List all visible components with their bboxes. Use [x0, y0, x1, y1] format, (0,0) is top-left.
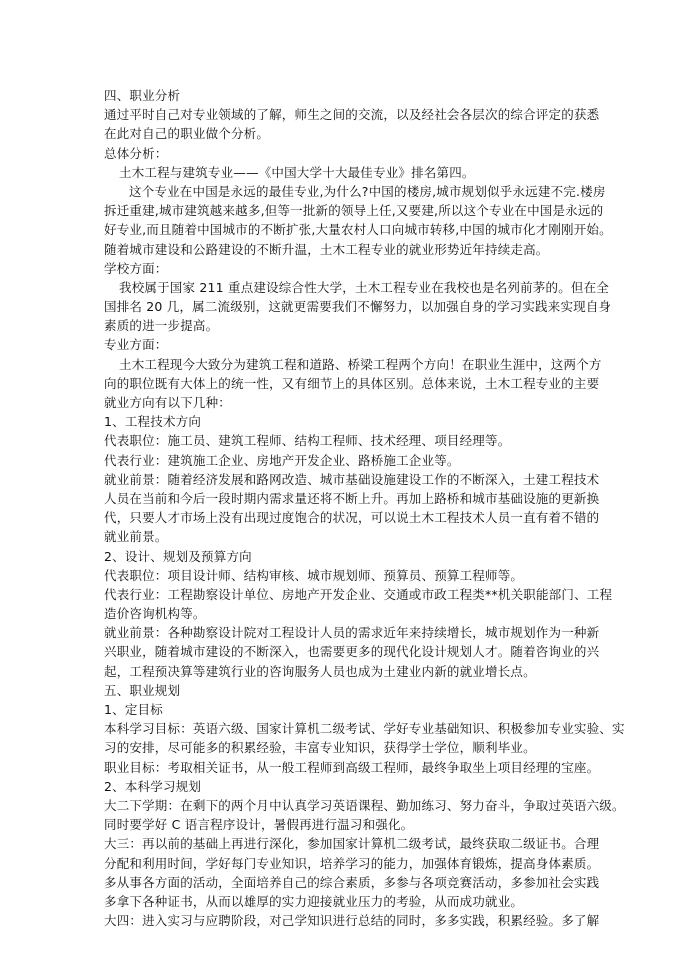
text-line: 代表行业：建筑施工企业、房地产开发企业、路桥施工企业等。 — [104, 452, 460, 468]
text-line: 学校方面： — [104, 260, 168, 276]
document-body — [104, 86, 625, 930]
text-line: 职业目标：考取相关证书，从一般工程师到高级工程师，最终争取坐上项目经理的宝座。 — [104, 759, 600, 775]
text-line: 1、定目标 — [104, 702, 163, 717]
text-line: 总体分析： — [104, 145, 168, 161]
text-line: 专业方面： — [104, 337, 168, 353]
text-line: 多拿下各种证书，从而以雄厚的实力迎接就业压力的考验，从而成功就业。 — [104, 893, 524, 909]
text-line: 代表职位：项目设计师、结构审核、城市规划师、预算员、预算工程师等。 — [104, 567, 524, 583]
text-line: 拆迁重建,城市建筑越来越多,但等一批新的领导上任,又要建,所以这个专业在中国是永远的 — [104, 203, 604, 219]
text-line: 就业前景：随着经济发展和路网改造、城市基础设施建设工作的不断深入，土建工程技术 — [104, 471, 600, 487]
text-line: 造价咨询机构等。 — [104, 606, 206, 622]
text-line: 大三：再以前的基础上再进行深化，参加国家计算机二级考试，最终获取二级证书。合理 — [104, 836, 600, 852]
text-line: 就业方向有以下几种： — [104, 395, 232, 410]
text-line: 分配和利用时间，学好每门专业知识，培养学习的能力，加强体育锻炼，提高身体素质。 — [104, 855, 600, 871]
text-line: 这个专业在中国是永远的最佳专业,为什么?中国的楼房,城市规划似乎永远建不完.楼房 — [129, 183, 606, 199]
text-line: 国排名 20 几，属二流级别，这就更需要我们不懈努力，以加强自身的学习实践来实现自身 — [104, 299, 612, 315]
text-line: 习的安排，尽可能多的积累经验，丰富专业知识，获得学士学位，顺利毕业。 — [104, 740, 536, 756]
text-line: 就业前景：各种勘察设计院对工程设计人员的需求近年来持续增长，城市规划作为一种新 — [104, 625, 600, 641]
text-line: 土木工程与建筑专业——《中国大学十大最佳专业》排名第四。 — [119, 164, 475, 180]
text-line: 四、职业分析 — [104, 88, 181, 103]
text-line: 2、本科学习规划 — [104, 778, 202, 794]
text-line: 土木工程现今大致分为建筑工程和道路、桥梁工程两个方向！在职业生涯中，这两个方 — [119, 356, 602, 372]
text-line: 同时要学好 C 语言程序设计，暑假再进行温习和强化。 — [104, 817, 414, 833]
text-line: 随着城市建设和公路建设的不断升温，土木工程专业的就业形势近年持续走高。 — [104, 241, 549, 257]
text-line: 向的职位既有大体上的统一性，又有细节上的具体区别。总体来说，土木工程专业的主要 — [104, 375, 600, 391]
text-line: 代表职位：施工员、建筑工程师、结构工程师、技术经理、项目经理等。 — [104, 433, 511, 449]
text-line: 1、工程技术方向 — [104, 414, 202, 430]
text-line: 好专业,而且随着中国城市的不断扩张,大量农村人口向城市转移,中国的城市化才刚刚开始。 — [104, 222, 612, 238]
text-line: 本科学习目标：英语六级、国家计算机二级考试、学好专业基础知识、积极参加专业实验、实 — [104, 721, 625, 737]
text-line: 起，工程预决算等建筑行业的咨询服务人员也成为土建业内新的就业增长点。 — [104, 663, 536, 679]
text-line: 人员在当前和今后一段时期内需求量还将不断上升。再加上路桥和城市基础设施的更新换 — [104, 490, 600, 506]
text-line: 代，只要人才市场上没有出现过度饱合的状况，可以说土木工程技术人员一直有着不错的 — [104, 510, 600, 526]
text-line: 代表行业：工程勘察设计单位、房地产开发企业、交通或市政工程类**机关职能部门、工程 — [104, 586, 613, 602]
text-line: 五、职业规划 — [104, 682, 181, 698]
text-line: 通过平时自己对专业领域的了解，师生之间的交流，以及经社会各层次的综合评定的获悉 — [104, 107, 600, 123]
text-line: 大二下学期：在剩下的两个月中认真学习英语课程、勤加练习、努力奋斗，争取过英语六级。 — [104, 797, 625, 813]
text-line: 在此对自己的职业做个分析。 — [104, 126, 270, 142]
text-line: 多从事各方面的活动，全面培养自己的综合素质，多参与各项竞赛活动，多参加社会实践 — [104, 874, 600, 890]
text-line: 2、设计、规划及预算方向 — [104, 548, 252, 564]
text-line: 就业前景。 — [104, 529, 168, 545]
text-line: 大四：进入实习与应聘阶段，对己学知识进行总结的同时，多多实践，积累经验。多了解 — [104, 913, 600, 929]
text-line: 兴职业，随着城市建设的不断深入，也需要更多的现代化设计规划人才。随着咨询业的兴 — [104, 644, 600, 660]
text-line: 素质的进一步提高。 — [104, 318, 219, 334]
text-line: 我校属于国家 211 重点建设综合性大学，土木工程专业在我校也是名列前茅的。但在全 — [119, 279, 610, 295]
